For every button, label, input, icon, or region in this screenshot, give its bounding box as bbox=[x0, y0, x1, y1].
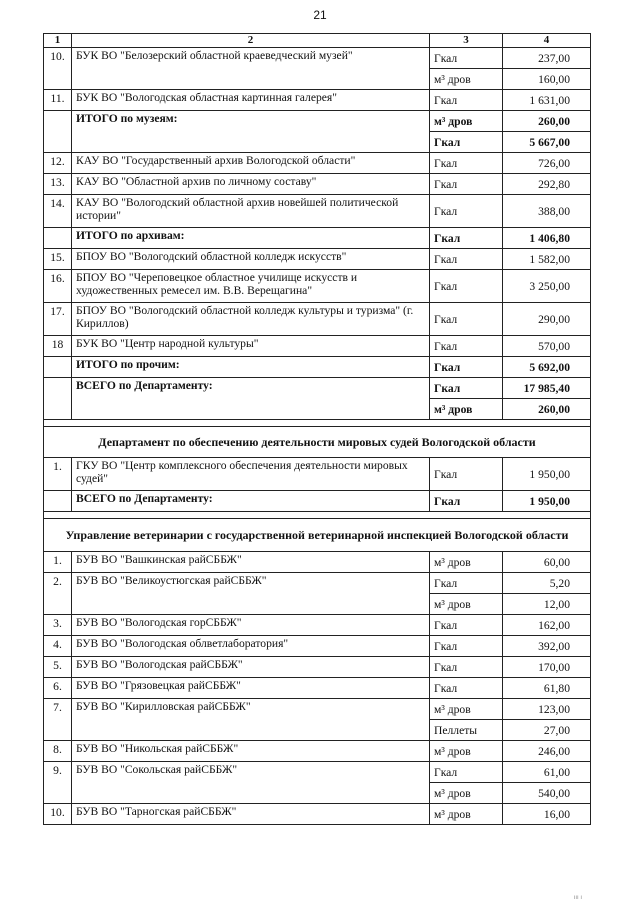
org-name: БУВ ВО "Вашкинская райСББЖ" bbox=[72, 552, 430, 573]
unit-cell: Гкал bbox=[430, 636, 503, 657]
header-row bbox=[44, 34, 591, 48]
value-cell: 27,00 bbox=[503, 720, 591, 741]
row-number: 13. bbox=[44, 174, 72, 195]
section-row bbox=[44, 519, 591, 552]
table-row bbox=[44, 48, 591, 69]
org-name: КАУ ВО "Вологодский областной архив новейшей политической истории" bbox=[72, 195, 430, 228]
header-col-1: 1 bbox=[44, 34, 72, 48]
unit-cell: Гкал bbox=[430, 357, 503, 378]
row-number: 17. bbox=[44, 303, 72, 336]
unit-cell: м³ дров bbox=[430, 69, 503, 90]
value-cell: 246,00 bbox=[503, 741, 591, 762]
table-row bbox=[44, 678, 591, 699]
table-row bbox=[44, 636, 591, 657]
total-label: ИТОГО по архивам: bbox=[72, 228, 430, 249]
value-cell: 5,20 bbox=[503, 573, 591, 594]
section-title: Управление ветеринарии с государственной ветеринарной инспекцией Вологодской области bbox=[44, 519, 591, 552]
row-number: 6. bbox=[44, 678, 72, 699]
table-row bbox=[44, 303, 591, 336]
org-name: БУК ВО "Белозерский областной краеведческий музей" bbox=[72, 48, 430, 90]
unit-cell: м³ дров bbox=[430, 399, 503, 420]
row-number: 12. bbox=[44, 153, 72, 174]
row-number: 18 bbox=[44, 336, 72, 357]
value-cell: 160,00 bbox=[503, 69, 591, 90]
org-name: БУВ ВО "Великоустюгская райСББЖ" bbox=[72, 573, 430, 615]
row-number: 2. bbox=[44, 573, 72, 615]
org-name: БУВ ВО "Грязовецкая райСББЖ" bbox=[72, 678, 430, 699]
value-cell: 726,00 bbox=[503, 153, 591, 174]
row-number bbox=[44, 357, 72, 378]
unit-cell: м³ дров bbox=[430, 111, 503, 132]
row-number: 14. bbox=[44, 195, 72, 228]
org-name: КАУ ВО "Областной архив по личному составу" bbox=[72, 174, 430, 195]
table-row bbox=[44, 195, 591, 228]
org-name: БУВ ВО "Сокольская райСББЖ" bbox=[72, 762, 430, 804]
spacer-row bbox=[44, 420, 591, 427]
table-row bbox=[44, 249, 591, 270]
value-cell: 123,00 bbox=[503, 699, 591, 720]
unit-cell: Гкал bbox=[430, 657, 503, 678]
org-name: ГКУ ВО "Центр комплексного обеспечения деятельности мировых судей" bbox=[72, 458, 430, 491]
table-row bbox=[44, 174, 591, 195]
org-name: БУВ ВО "Вологодская облветлаборатория" bbox=[72, 636, 430, 657]
row-number: 10. bbox=[44, 804, 72, 825]
value-cell: 540,00 bbox=[503, 783, 591, 804]
org-name: БУВ ВО "Кирилловская райСББЖ" bbox=[72, 699, 430, 741]
org-name: БПОУ ВО "Вологодский областной колледж культуры и туризма" (г. Кириллов) bbox=[72, 303, 430, 336]
value-cell: 5 692,00 bbox=[503, 357, 591, 378]
value-cell: 1 950,00 bbox=[503, 458, 591, 491]
row-number: 3. bbox=[44, 615, 72, 636]
unit-cell: м³ дров bbox=[430, 552, 503, 573]
table-row bbox=[44, 552, 591, 573]
org-name: БУК ВО "Вологодская областная картинная галерея" bbox=[72, 90, 430, 111]
value-cell: 392,00 bbox=[503, 636, 591, 657]
org-name: БУВ ВО "Тарногская райСББЖ" bbox=[72, 804, 430, 825]
unit-cell: Гкал bbox=[430, 48, 503, 69]
row-number: 5. bbox=[44, 657, 72, 678]
row-number: 10. bbox=[44, 48, 72, 90]
unit-cell: Гкал bbox=[430, 249, 503, 270]
unit-cell: м³ дров bbox=[430, 804, 503, 825]
total-label: ИТОГО по прочим: bbox=[72, 357, 430, 378]
value-cell: 61,80 bbox=[503, 678, 591, 699]
unit-cell: Гкал bbox=[430, 132, 503, 153]
value-cell: 570,00 bbox=[503, 336, 591, 357]
unit-cell: Гкал bbox=[430, 303, 503, 336]
table-row bbox=[44, 762, 591, 783]
unit-cell: м³ дров bbox=[430, 699, 503, 720]
value-cell: 260,00 bbox=[503, 111, 591, 132]
table-row bbox=[44, 615, 591, 636]
unit-cell: Гкал bbox=[430, 195, 503, 228]
table-row bbox=[44, 153, 591, 174]
value-cell: 170,00 bbox=[503, 657, 591, 678]
value-cell: 5 667,00 bbox=[503, 132, 591, 153]
org-name: БУВ ВО "Вологодская райСББЖ" bbox=[72, 657, 430, 678]
value-cell: 60,00 bbox=[503, 552, 591, 573]
scan-mark: ııı ı bbox=[573, 895, 582, 901]
table-row bbox=[44, 699, 591, 720]
value-cell: 61,00 bbox=[503, 762, 591, 783]
table-row bbox=[44, 573, 591, 594]
total-row bbox=[44, 111, 591, 132]
total-label: ВСЕГО по Департаменту: bbox=[72, 491, 430, 512]
row-number: 11. bbox=[44, 90, 72, 111]
spacer-cell bbox=[44, 512, 591, 519]
unit-cell: Гкал bbox=[430, 491, 503, 512]
value-cell: 162,00 bbox=[503, 615, 591, 636]
header-col-2: 2 bbox=[72, 34, 430, 48]
header-col-4: 4 bbox=[503, 34, 591, 48]
value-cell: 388,00 bbox=[503, 195, 591, 228]
row-number: 1. bbox=[44, 552, 72, 573]
total-row bbox=[44, 228, 591, 249]
row-number: 9. bbox=[44, 762, 72, 804]
org-name: БУВ ВО "Никольская райСББЖ" bbox=[72, 741, 430, 762]
spacer-cell bbox=[44, 420, 591, 427]
total-label: ИТОГО по музеям: bbox=[72, 111, 430, 153]
section-row bbox=[44, 427, 591, 458]
total-row bbox=[44, 491, 591, 512]
table-row bbox=[44, 657, 591, 678]
unit-cell: Гкал bbox=[430, 336, 503, 357]
unit-cell: Гкал bbox=[430, 270, 503, 303]
table-row bbox=[44, 458, 591, 491]
unit-cell: Гкал bbox=[430, 615, 503, 636]
total-row bbox=[44, 378, 591, 399]
value-cell: 1 950,00 bbox=[503, 491, 591, 512]
row-number: 16. bbox=[44, 270, 72, 303]
row-number bbox=[44, 111, 72, 153]
row-number: 7. bbox=[44, 699, 72, 741]
consumption-table bbox=[43, 33, 591, 825]
unit-cell: м³ дров bbox=[430, 594, 503, 615]
unit-cell: Гкал bbox=[430, 573, 503, 594]
value-cell: 1 406,80 bbox=[503, 228, 591, 249]
row-number: 4. bbox=[44, 636, 72, 657]
table-row bbox=[44, 804, 591, 825]
table-row bbox=[44, 90, 591, 111]
table-row bbox=[44, 270, 591, 303]
value-cell: 260,00 bbox=[503, 399, 591, 420]
unit-cell: Гкал bbox=[430, 458, 503, 491]
value-cell: 16,00 bbox=[503, 804, 591, 825]
value-cell: 292,80 bbox=[503, 174, 591, 195]
value-cell: 17 985,40 bbox=[503, 378, 591, 399]
unit-cell: Гкал bbox=[430, 678, 503, 699]
row-number: 1. bbox=[44, 458, 72, 491]
row-number bbox=[44, 228, 72, 249]
page-number: 21 bbox=[313, 8, 327, 22]
total-label: ВСЕГО по Департаменту: bbox=[72, 378, 430, 420]
unit-cell: Гкал bbox=[430, 762, 503, 783]
org-name: КАУ ВО "Государственный архив Вологодской области" bbox=[72, 153, 430, 174]
unit-cell: Пеллеты bbox=[430, 720, 503, 741]
org-name: БУВ ВО "Вологодская горСББЖ" bbox=[72, 615, 430, 636]
value-cell: 3 250,00 bbox=[503, 270, 591, 303]
total-row bbox=[44, 357, 591, 378]
unit-cell: Гкал bbox=[430, 378, 503, 399]
unit-cell: Гкал bbox=[430, 174, 503, 195]
unit-cell: Гкал bbox=[430, 153, 503, 174]
table-row bbox=[44, 741, 591, 762]
org-name: БПОУ ВО "Вологодский областной колледж искусств" bbox=[72, 249, 430, 270]
unit-cell: м³ дров bbox=[430, 741, 503, 762]
value-cell: 237,00 bbox=[503, 48, 591, 69]
spacer-row bbox=[44, 512, 591, 519]
table-row bbox=[44, 336, 591, 357]
unit-cell: м³ дров bbox=[430, 783, 503, 804]
unit-cell: Гкал bbox=[430, 228, 503, 249]
org-name: БПОУ ВО "Череповецкое областное училище искусств и художественных ремесел им. В.В. Верещагина" bbox=[72, 270, 430, 303]
row-number bbox=[44, 491, 72, 512]
row-number bbox=[44, 378, 72, 420]
header-col-3: 3 bbox=[430, 34, 503, 48]
unit-cell: Гкал bbox=[430, 90, 503, 111]
table-body bbox=[44, 34, 591, 825]
value-cell: 1 582,00 bbox=[503, 249, 591, 270]
value-cell: 12,00 bbox=[503, 594, 591, 615]
section-title: Департамент по обеспечению деятельности мировых судей Вологодской области bbox=[44, 427, 591, 458]
org-name: БУК ВО "Центр народной культуры" bbox=[72, 336, 430, 357]
row-number: 15. bbox=[44, 249, 72, 270]
row-number: 8. bbox=[44, 741, 72, 762]
value-cell: 290,00 bbox=[503, 303, 591, 336]
value-cell: 1 631,00 bbox=[503, 90, 591, 111]
